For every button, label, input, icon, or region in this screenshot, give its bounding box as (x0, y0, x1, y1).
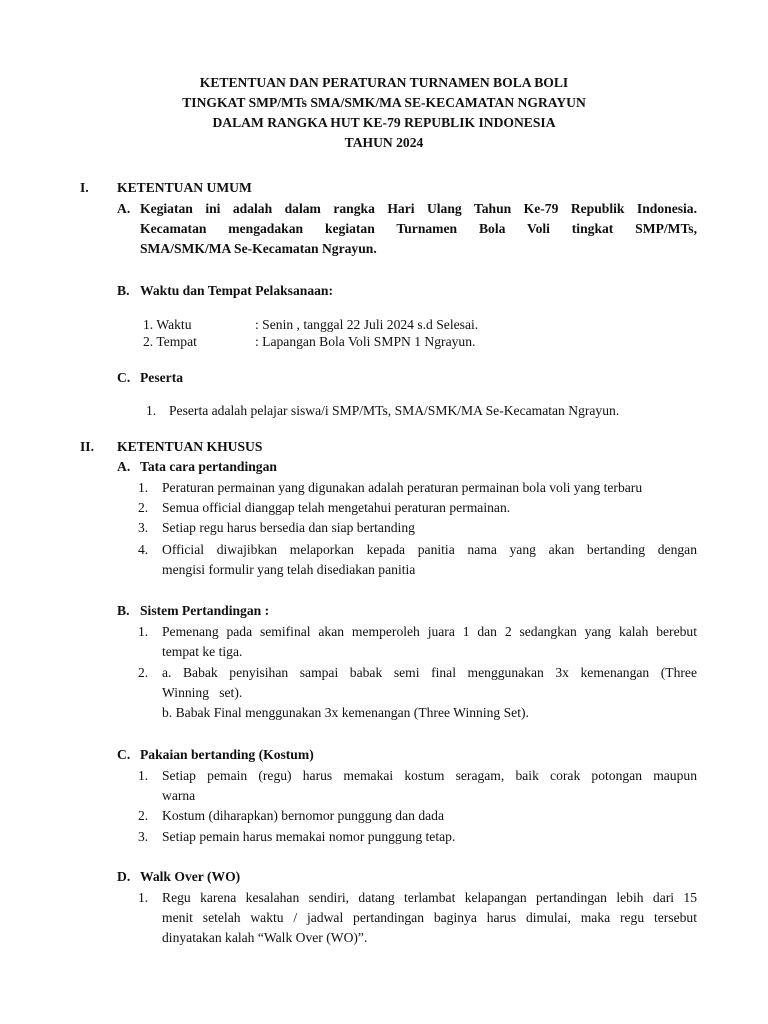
section-1-c-item-1-number: 1. (146, 403, 157, 418)
section-1-c-heading: Peserta (140, 370, 184, 385)
section-1-a-line-2: Kecamatan mengadakan kegiatan Turnamen Bola Voli tingkat SMP/MTs, (140, 221, 697, 236)
section-1-heading: KETENTUAN UMUM (117, 180, 252, 195)
section-2-b-item-1-text: Pemenang pada semifinal akan memperoleh juara 1 dan 2 sedangkan yang kalah berebut tempat ke tiga. (162, 624, 697, 659)
section-2-c-letter: C. (117, 747, 131, 762)
section-2-c-item-3-number: 3. (138, 829, 149, 844)
section-2-a-item-2-number: 2. (138, 500, 149, 515)
section-2-d-item-1-number: 1. (138, 890, 149, 905)
section-2-c-item-3-text: Setiap pemain harus memakai nomor punggung tetap. (162, 829, 456, 844)
section-2-a-item-2-text: Semua official dianggap telah mengetahui peraturan permainan. (162, 500, 511, 515)
section-2-a-item-4-number: 4. (138, 542, 149, 557)
section-2-d-letter: D. (117, 869, 131, 884)
section-1-a-line-3: SMA/SMK/MA Se-Kecamatan Ngrayun. (140, 241, 377, 256)
section-2-c-heading: Pakaian bertanding (Kostum) (140, 747, 314, 762)
section-2-a-item-3-number: 3. (138, 520, 149, 535)
section-1-a-line-1: Kegiatan ini adalah dalam rangka Hari Ulang Tahun Ke-79 Republik Indonesia. (140, 201, 697, 216)
schedule-value-waktu: : Senin , tanggal 22 Juli 2024 s.d Selesai. (255, 317, 479, 332)
section-2-c-item-1-text: Setiap pemain (regu) harus memakai kostum seragam, baik corak potongan maupun warna (162, 768, 697, 803)
section-1-c-item-1-text: Peserta adalah pelajar siswa/i SMP/MTs, SMA/SMK/MA Se-Kecamatan Ngrayun. (169, 403, 620, 418)
section-2-c-item-2-text: Kostum (diharapkan) bernomor punggung dan dada (162, 808, 444, 823)
section-2-a-item-1-text: Peraturan permainan yang digunakan adalah peraturan permainan bola voli yang terbaru (162, 480, 643, 495)
section-2-a-item-4-text: Official diwajibkan melaporkan kepada panitia nama yang akan bertanding dengan mengisi formulir yang telah disediakan panitia (162, 542, 697, 577)
section-2-a-heading: Tata cara pertandingan (140, 459, 277, 474)
section-2-d-heading: Walk Over (WO) (140, 869, 241, 884)
section-2-c-item-2-number: 2. (138, 808, 149, 823)
section-2-d-item-1-text: Regu karena kesalahan sendiri, datang terlambat kelapangan pertandingan lebih dari 15 menit setelah waktu / jadwal pertandingan baginya harus dimulai, maka regu tersebut dinyatakan kalah “Walk Over (WO)”. (162, 890, 697, 945)
section-2-a-letter: A. (117, 459, 131, 474)
section-1-numeral: I. (80, 180, 89, 195)
schedule-value-tempat: : Lapangan Bola Voli SMPN 1 Ngrayun. (255, 334, 476, 349)
section-2-heading: KETENTUAN KHUSUS (117, 439, 263, 454)
title-line-2: TINGKAT SMP/MTs SMA/SMK/MA SE-KECAMATAN NGRAYUN (182, 95, 586, 110)
title-line-4: TAHUN 2024 (344, 135, 424, 150)
section-2-b-item-2-number: 2. (138, 665, 149, 680)
section-1-b-letter: B. (117, 283, 130, 298)
section-1-b-heading: Waktu dan Tempat Pelaksanaan: (140, 283, 334, 298)
title-line-1: KETENTUAN DAN PERATURAN TURNAMEN BOLA BOLI (199, 75, 569, 90)
section-2-numeral: II. (80, 439, 94, 454)
section-2-a-item-1-number: 1. (138, 480, 149, 495)
section-2-b-item-2-text: a. Babak penyisihan sampai babak semi final menggunakan 3x kemenangan (Three Winning set). b. Babak Final menggunakan 3x kemenangan (Three Winning Set). (162, 665, 697, 720)
document-title (0, 73, 768, 153)
schedule-label-tempat: 2. Tempat (143, 334, 197, 349)
section-1-c-letter: C. (117, 370, 131, 385)
section-2-b-heading: Sistem Pertandingan : (140, 603, 270, 618)
schedule-label-waktu: 1. Waktu (143, 317, 192, 332)
section-1-a-letter: A. (117, 201, 131, 216)
section-1-a-paragraph (140, 199, 697, 259)
section-2-b-letter: B. (117, 603, 130, 618)
title-line-3: DALAM RANGKA HUT KE-79 REPUBLIK INDONESIA (212, 115, 556, 130)
section-2-b-item-1-number: 1. (138, 624, 149, 639)
section-2-c-item-1-number: 1. (138, 768, 149, 783)
section-2-a-item-3-text: Setiap regu harus bersedia dan siap bertanding (162, 520, 415, 535)
